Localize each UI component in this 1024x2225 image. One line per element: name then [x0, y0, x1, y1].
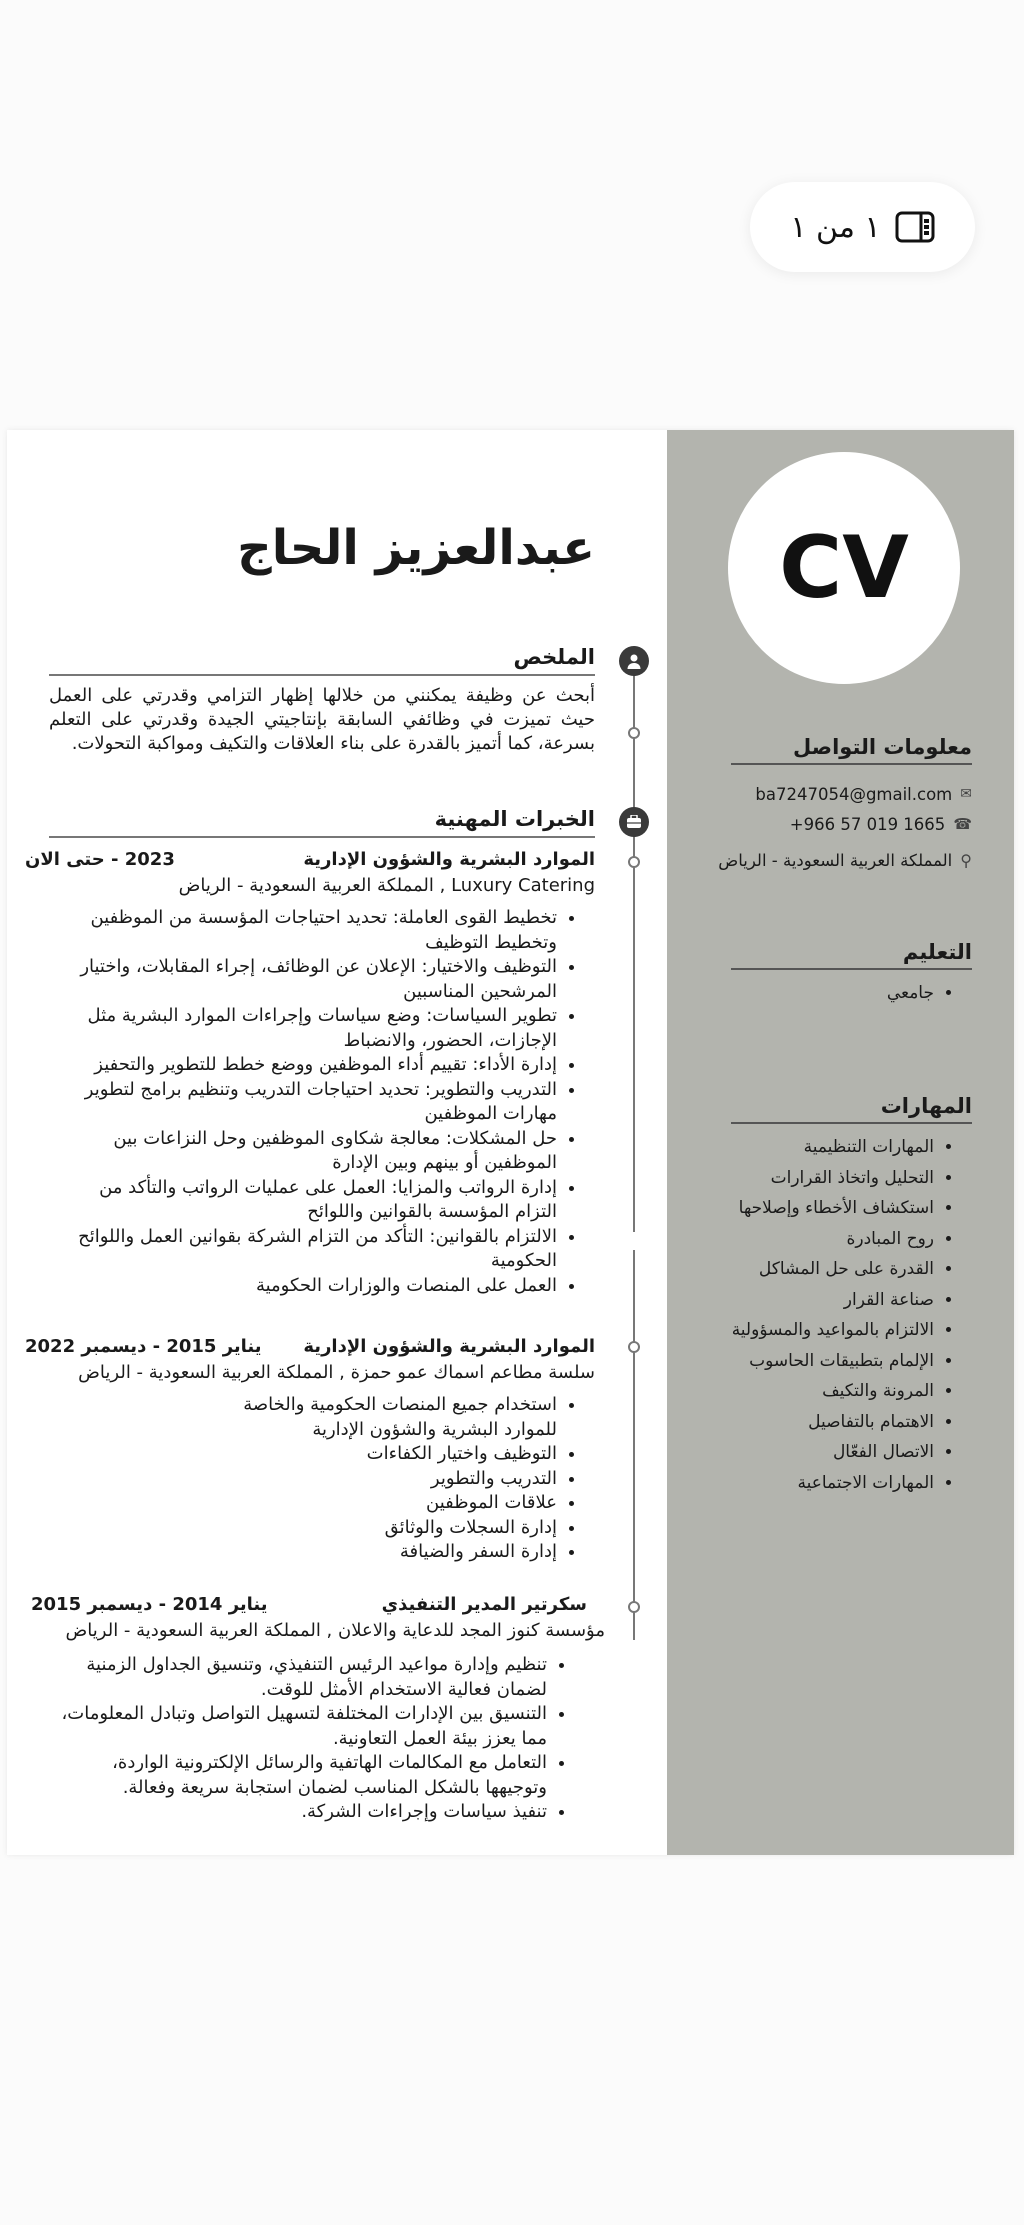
- job-title: الموارد البشرية والشؤون الإدارية: [303, 1336, 595, 1357]
- bullet-item: • إدارة الأداء: تقييم أداء الموظفين ووضع خطط للتطوير والتحفيز: [55, 1053, 557, 1078]
- experience-heading-wrap: [49, 807, 595, 838]
- timeline-dot: [628, 727, 640, 739]
- summary-text: أبحث عن وظيفة يمكنني من خلالها إظهار التزامي وقدرتي على العمل حيث تميزت في وظائفي السابقة بإنتاجيتي الجيدة وقدرتي على التعلم بسرعة، كما أتميز بالقدرة على بناء العلاقات والتكيف ومواكبة التحولات.: [49, 685, 595, 754]
- job-dates: يناير 2015 - ديسمبر 2022: [25, 1336, 262, 1357]
- phone[interactable]: +966 57 019 1665: [789, 814, 946, 834]
- skill-item: • المهارات الاجتماعية: [672, 1468, 934, 1499]
- skill-item: • المرونة والتكيف: [672, 1376, 934, 1407]
- bullet-item: • استخدام جميع المنصات الحكومية والخاصة للموارد البشرية والشؤون الإدارية: [205, 1393, 557, 1442]
- page-indicator-text: ١ من ١: [790, 209, 881, 245]
- bullet-item: • علاقات الموظفين: [205, 1491, 557, 1516]
- page-layout-icon: [895, 211, 935, 243]
- job-company: مؤسسة كنوز المجد للدعاية والاعلان , المملكة العربية السعودية - الرياض: [65, 1620, 605, 1641]
- timeline-line: [633, 1250, 635, 1640]
- bullet-item: • التدريب والتطوير: تحديد احتياجات التدريب وتنظيم برامج لتطوير مهارات الموظفين: [55, 1078, 557, 1127]
- skill-item: • القدرة على حل المشاكل: [672, 1254, 934, 1285]
- skill-item: • التحليل واتخاذ القرارات: [672, 1163, 934, 1194]
- job-3: [31, 1593, 605, 1825]
- skills-section: [731, 1094, 972, 1498]
- job-dates: 2023 - حتى الان: [25, 849, 175, 870]
- bullet-item: • التوظيف واختيار الكفاءات: [205, 1442, 557, 1467]
- envelope-icon: ✉: [960, 786, 972, 802]
- job-company: سلسة مطاعم اسماك عمو حمزة , المملكة العربية السعودية - الرياض: [78, 1362, 595, 1383]
- person-icon: [619, 646, 649, 676]
- bullet-item: • إدارة السفر والضيافة: [205, 1540, 557, 1565]
- bullet-item: • الالتزام بالقوانين: التأكد من التزام الشركة بقوانين العمل واللوائح الحكومية: [55, 1225, 557, 1274]
- skill-item: • الالتزام بالمواعيد والمسؤولية: [672, 1315, 934, 1346]
- bullet-item: • التوظيف والاختيار: الإعلان عن الوظائف، إجراء المقابلات، واختيار المرشحين المناسبين: [55, 955, 557, 1004]
- skill-item: • المهارات التنظيمية: [672, 1132, 934, 1163]
- location-pin-icon: ⚲: [960, 850, 972, 870]
- bullet-item: • العمل على المنصات والوزارات الحكومية: [55, 1274, 557, 1299]
- bullet-item: • إدارة السجلات والوثائق: [205, 1516, 557, 1541]
- bullet-list: [25, 1393, 595, 1565]
- job-2: [25, 1335, 595, 1565]
- skill-item: • الاهتمام بالتفاصيل: [672, 1407, 934, 1438]
- bullet-list: [31, 1653, 605, 1825]
- cv-badge: CV: [728, 452, 960, 684]
- summary-section: [49, 645, 595, 756]
- bullet-list: [25, 906, 595, 1298]
- phone-icon: ☎: [953, 815, 972, 833]
- bullet-item: • التدريب والتطوير: [205, 1467, 557, 1492]
- skills-heading: المهارات: [731, 1094, 972, 1124]
- bullet-item: • حل المشكلات: معالجة شكاوى الموظفين وحل النزاعات بين الموظفين أو بينهم وبين الإدارة: [55, 1127, 557, 1176]
- bullet-item: • تنظيم وإدارة مواعيد الرئيس التنفيذي، وتنسيق الجداول الزمنية لضمان فعالية الاستخدام الأمثل للوقت.: [61, 1653, 547, 1702]
- email[interactable]: ba7247054@gmail.com: [755, 784, 953, 804]
- job-title: الموارد البشرية والشؤون الإدارية: [303, 849, 595, 870]
- skill-item: • استكشاف الأخطاء وإصلاحها: [672, 1193, 934, 1224]
- skill-item: • الاتصال الفعّال: [672, 1437, 934, 1468]
- timeline-dot: [628, 856, 640, 868]
- skill-item: • الإلمام بتطبيقات الحاسوب: [672, 1346, 934, 1377]
- contact-section: [718, 735, 972, 875]
- bullet-item: • التنسيق بين الإدارات المختلفة لتسهيل التواصل وتبادل المعلومات، مما يعزز بيئة العمل التعاونية.: [61, 1702, 547, 1751]
- job-company: Luxury Catering , المملكة العربية السعودية - الرياض: [178, 875, 595, 896]
- job-1: [25, 848, 595, 1298]
- experience-heading: الخبرات المهنية: [49, 807, 595, 838]
- education-section: [731, 940, 972, 1009]
- bullet-item: • التعامل مع المكالمات الهاتفية والرسائل الإلكترونية الواردة، وتوجيهها بالشكل المناسب لضمان استجابة سريعة وفعالة.: [61, 1751, 547, 1800]
- page-indicator[interactable]: [750, 182, 975, 272]
- timeline-line: [633, 662, 635, 1232]
- phone-row[interactable]: [672, 809, 972, 839]
- location: المملكة العربية السعودية - الرياض: [718, 850, 953, 870]
- bullet-item: • تطوير السياسات: وضع سياسات وإجراءات الموارد البشرية مثل الإجازات، الحضور، والانضباط: [55, 1004, 557, 1053]
- skill-item: • روح المبادرة: [672, 1224, 934, 1255]
- bullet-item: • إدارة الرواتب والمزايا: العمل على عمليات الرواتب والتأكد من التزام المؤسسة بالقوانين واللوائح: [55, 1176, 557, 1225]
- education-heading: التعليم: [731, 940, 972, 970]
- candidate-name: عبدالعزيز الحاج: [237, 520, 595, 576]
- location-row: [672, 845, 972, 875]
- education-item: • جامعي: [731, 978, 934, 1009]
- contact-heading: معلومات التواصل: [731, 735, 972, 765]
- bullet-item: • تنفيذ سياسات وإجراءات الشركة.: [61, 1800, 547, 1825]
- job-title: سكرتير المدير التنفيذي: [381, 1594, 587, 1615]
- timeline-dot: [628, 1341, 640, 1353]
- timeline-dot: [628, 1601, 640, 1613]
- skill-item: • صناعة القرار: [672, 1285, 934, 1316]
- job-dates: يناير 2014 - ديسمبر 2015: [31, 1594, 268, 1615]
- bullet-item: • تخطيط القوى العاملة: تحديد احتياجات المؤسسة من الموظفين وتخطيط التوظيف: [55, 906, 557, 955]
- briefcase-icon: [619, 807, 649, 837]
- summary-heading: الملخص: [49, 645, 595, 676]
- resume-page: [7, 430, 1014, 1855]
- email-row[interactable]: [672, 779, 972, 809]
